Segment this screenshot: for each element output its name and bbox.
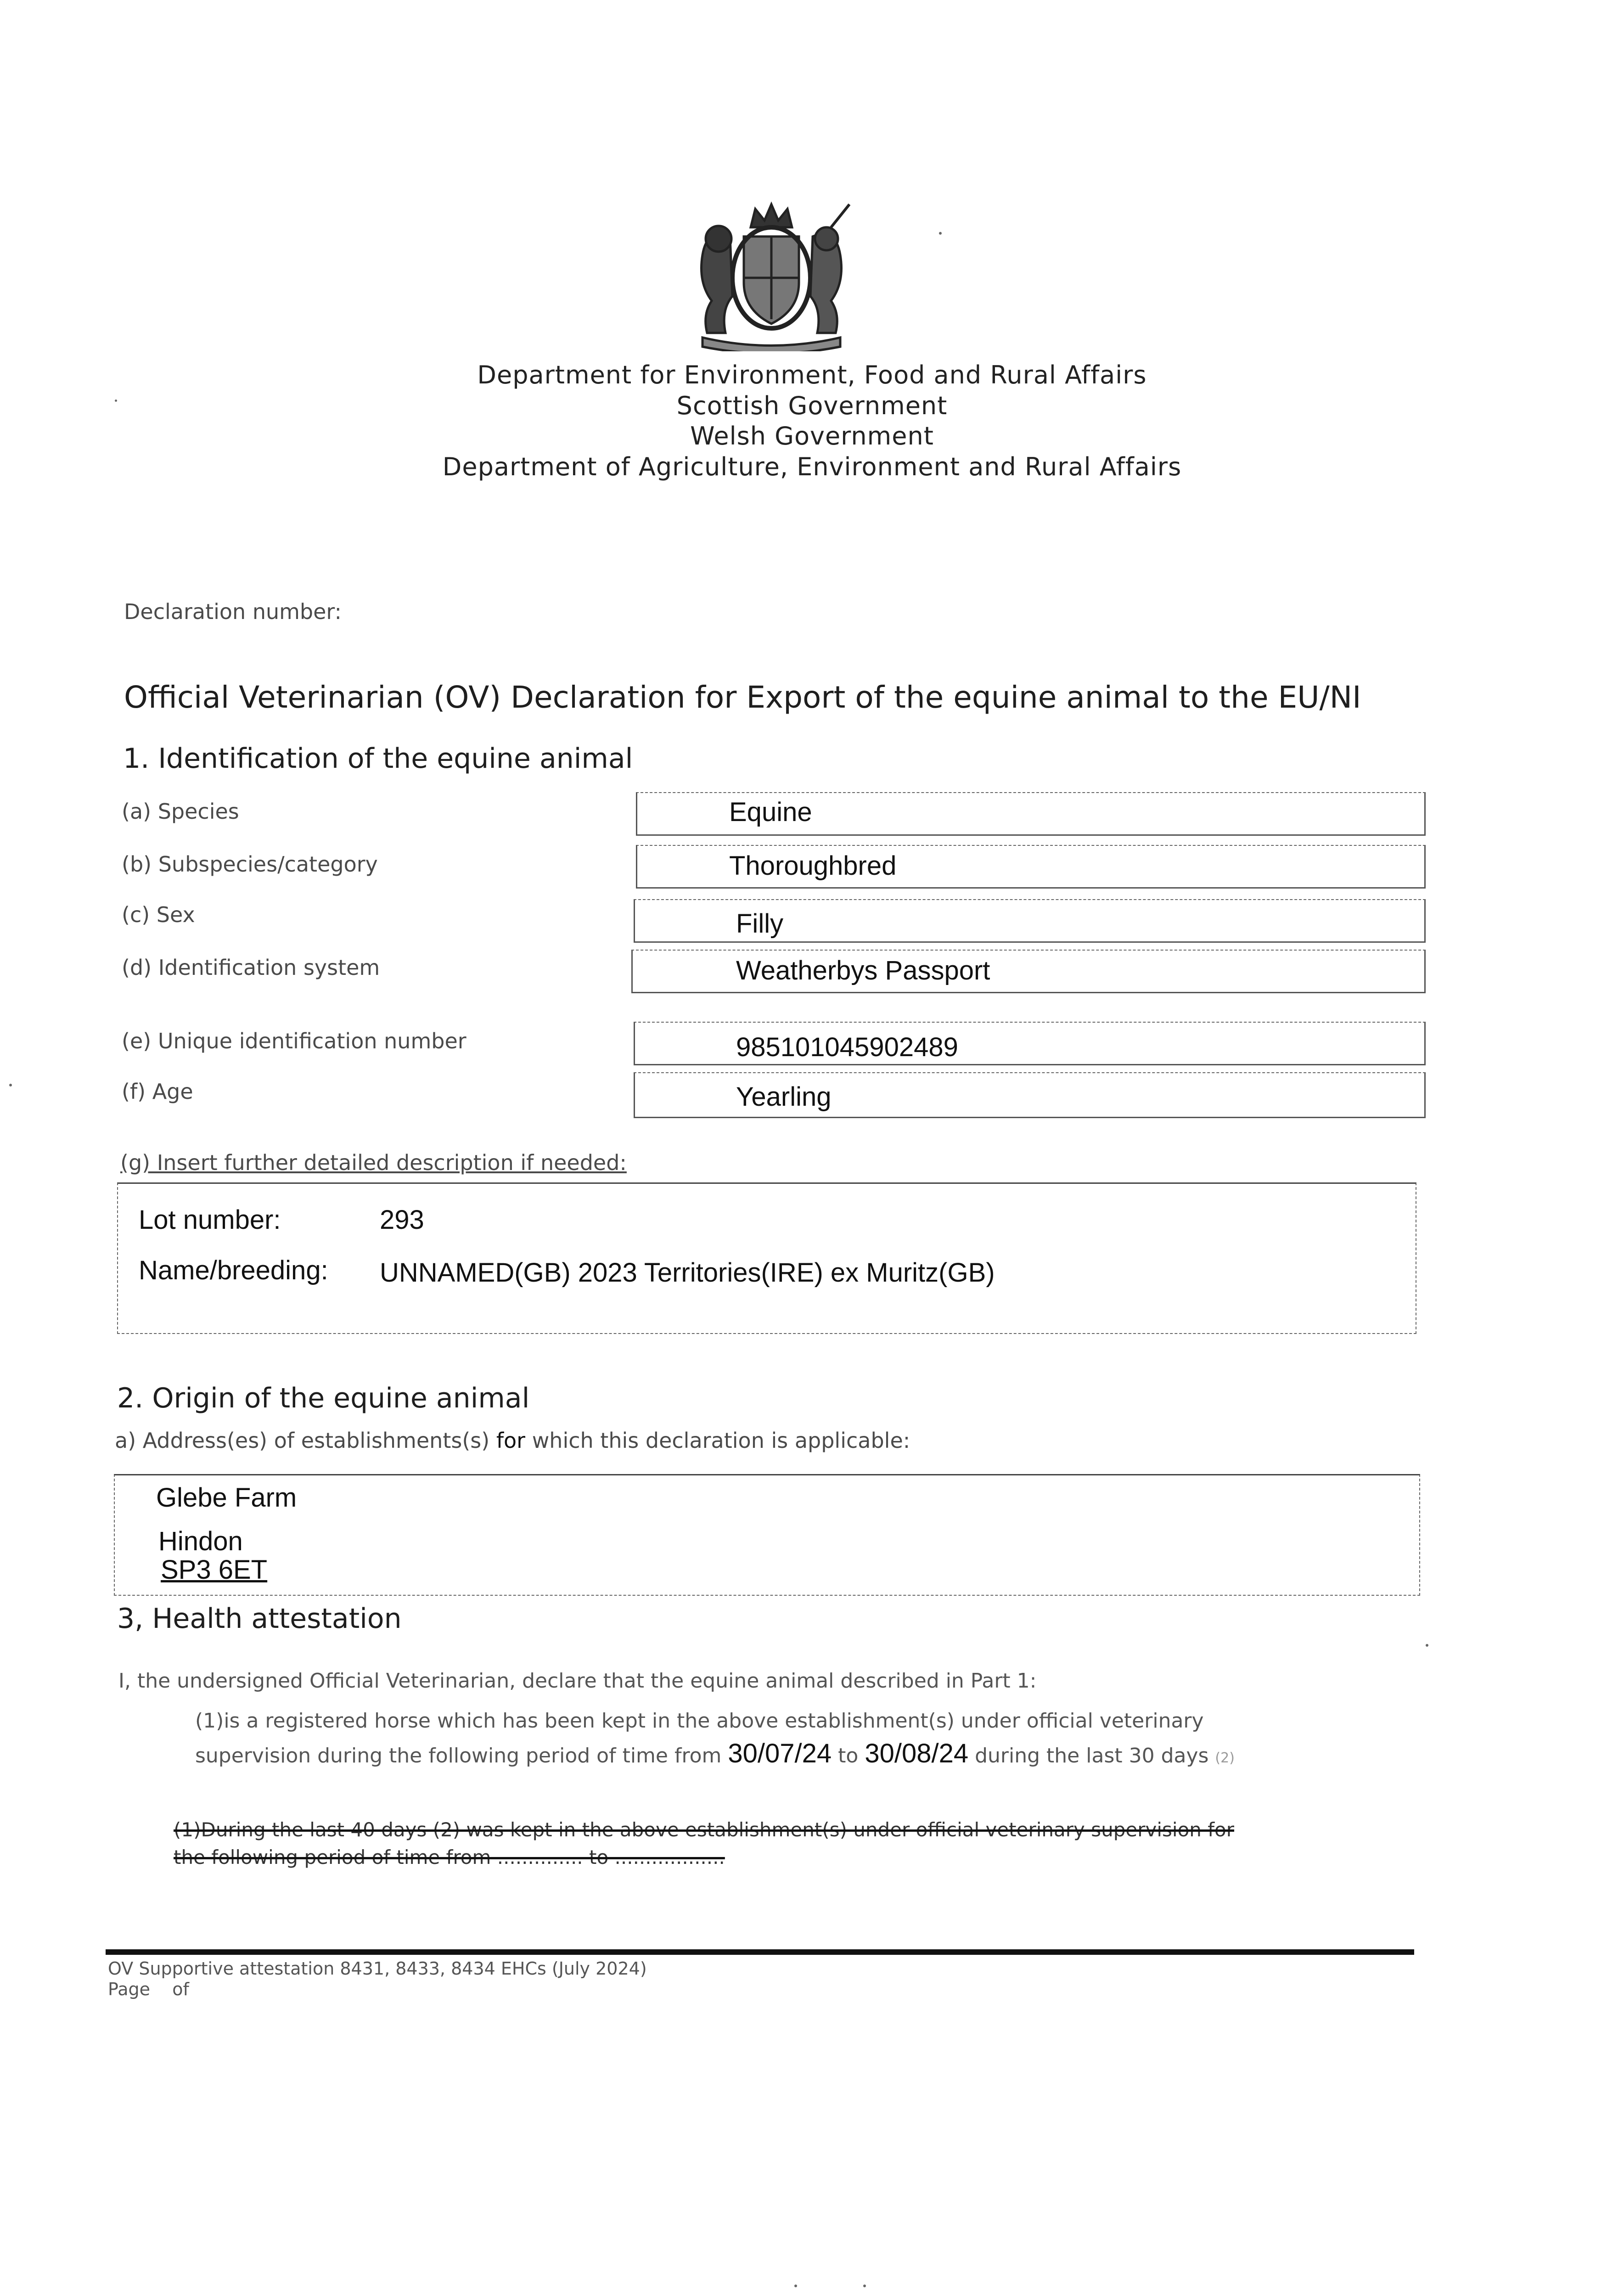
address-line-3: SP3 6ET <box>161 1555 268 1585</box>
address-line-2: Hindon <box>158 1526 243 1556</box>
unique-id-field <box>634 1022 1426 1065</box>
species-label: (a) Species <box>122 799 239 824</box>
struck-clause-line-1: (1)During the last 40 days (2) was kept in the above establishment(s) under official veterinary supervision for <box>174 1818 1235 1841</box>
scan-speck <box>863 2285 866 2287</box>
lot-number-value: 293 <box>380 1205 424 1235</box>
species-field <box>636 792 1426 836</box>
address-label-post: which this declaration is applicable: <box>532 1428 910 1453</box>
address-box <box>114 1474 1420 1596</box>
identification-system-value: Weatherbys Passport <box>736 956 990 985</box>
address-label-for: for <box>496 1428 526 1453</box>
address-label <box>115 1428 910 1453</box>
age-value: Yearling <box>736 1082 832 1112</box>
struck-clause-line-2: the following period of time from .............. to .................. <box>174 1846 725 1868</box>
further-description-label: (g) Insert further detailed description if needed: <box>120 1150 627 1175</box>
further-description-box <box>117 1182 1416 1334</box>
section-3-heading: 3, Health attestation <box>117 1603 402 1635</box>
scan-speck <box>9 1084 12 1086</box>
age-field <box>634 1072 1426 1118</box>
lot-number-label: Lot number: <box>139 1205 281 1235</box>
clause-1-line-2-pre: supervision during the following period of time from <box>195 1744 722 1767</box>
note-reference: (2) <box>1215 1750 1235 1766</box>
identification-system-label: (d) Identification system <box>122 955 380 980</box>
section-2-heading: 2. Origin of the equine animal <box>117 1382 530 1414</box>
department-defra: Department for Environment, Food and Rural Affairs <box>477 360 1147 389</box>
species-value: Equine <box>729 797 812 827</box>
department-scottish-gov: Scottish Government <box>676 391 948 420</box>
clause-1-line-2-post: during the last 30 days <box>975 1744 1209 1767</box>
subspecies-field <box>636 845 1426 889</box>
declaration-number-label: Declaration number: <box>124 599 342 624</box>
sex-value: Filly <box>736 909 784 939</box>
subspecies-label: (b) Subspecies/category <box>122 852 378 877</box>
unique-id-value: 985101045902489 <box>736 1032 958 1062</box>
scan-speck <box>794 2285 797 2287</box>
date-to-value: 30/08/24 <box>865 1739 969 1768</box>
name-breeding-value: UNNAMED(GB) 2023 Territories(IRE) ex Muritz(GB) <box>380 1258 995 1288</box>
page-title: Official Veterinarian (OV) Declaration for Export of the equine animal to the EU/NI <box>124 680 1361 715</box>
name-breeding-label: Name/breeding: <box>139 1255 328 1285</box>
department-daera: Department of Agriculture, Environment and Rural Affairs <box>442 452 1182 481</box>
scan-speck <box>115 400 117 402</box>
clause-1-line-1: (1)is a registered horse which has been kept in the above establishment(s) under official veterinary <box>195 1709 1204 1733</box>
unique-id-label: (e) Unique identification number <box>122 1029 466 1053</box>
clause-1-line-2 <box>195 1738 1235 1769</box>
scan-speck <box>1426 1644 1428 1647</box>
date-from-value: 30/07/24 <box>728 1739 832 1768</box>
department-welsh-gov: Welsh Government <box>690 422 934 450</box>
royal-coat-of-arms-icon <box>675 195 868 351</box>
subspecies-value: Thoroughbred <box>729 851 897 881</box>
age-label: (f) Age <box>122 1079 193 1104</box>
attestation-intro: I, the undersigned Official Veterinarian, declare that the equine animal described in Part 1: <box>118 1669 1037 1693</box>
to-word: to <box>838 1744 859 1767</box>
sex-field <box>634 899 1426 943</box>
footer-divider <box>106 1949 1414 1955</box>
address-label-pre: a) Address(es) of establishments(s) <box>115 1428 490 1453</box>
footer-page-label: Page of <box>108 1979 189 1999</box>
section-1-heading: 1. Identification of the equine animal <box>123 743 633 775</box>
address-line-1: Glebe Farm <box>156 1483 297 1513</box>
scan-speck <box>939 232 942 235</box>
identification-system-field <box>631 950 1426 993</box>
footer-attestation-ref: OV Supportive attestation 8431, 8433, 8434 EHCs (July 2024) <box>108 1958 647 1979</box>
sex-label: (c) Sex <box>122 902 195 927</box>
